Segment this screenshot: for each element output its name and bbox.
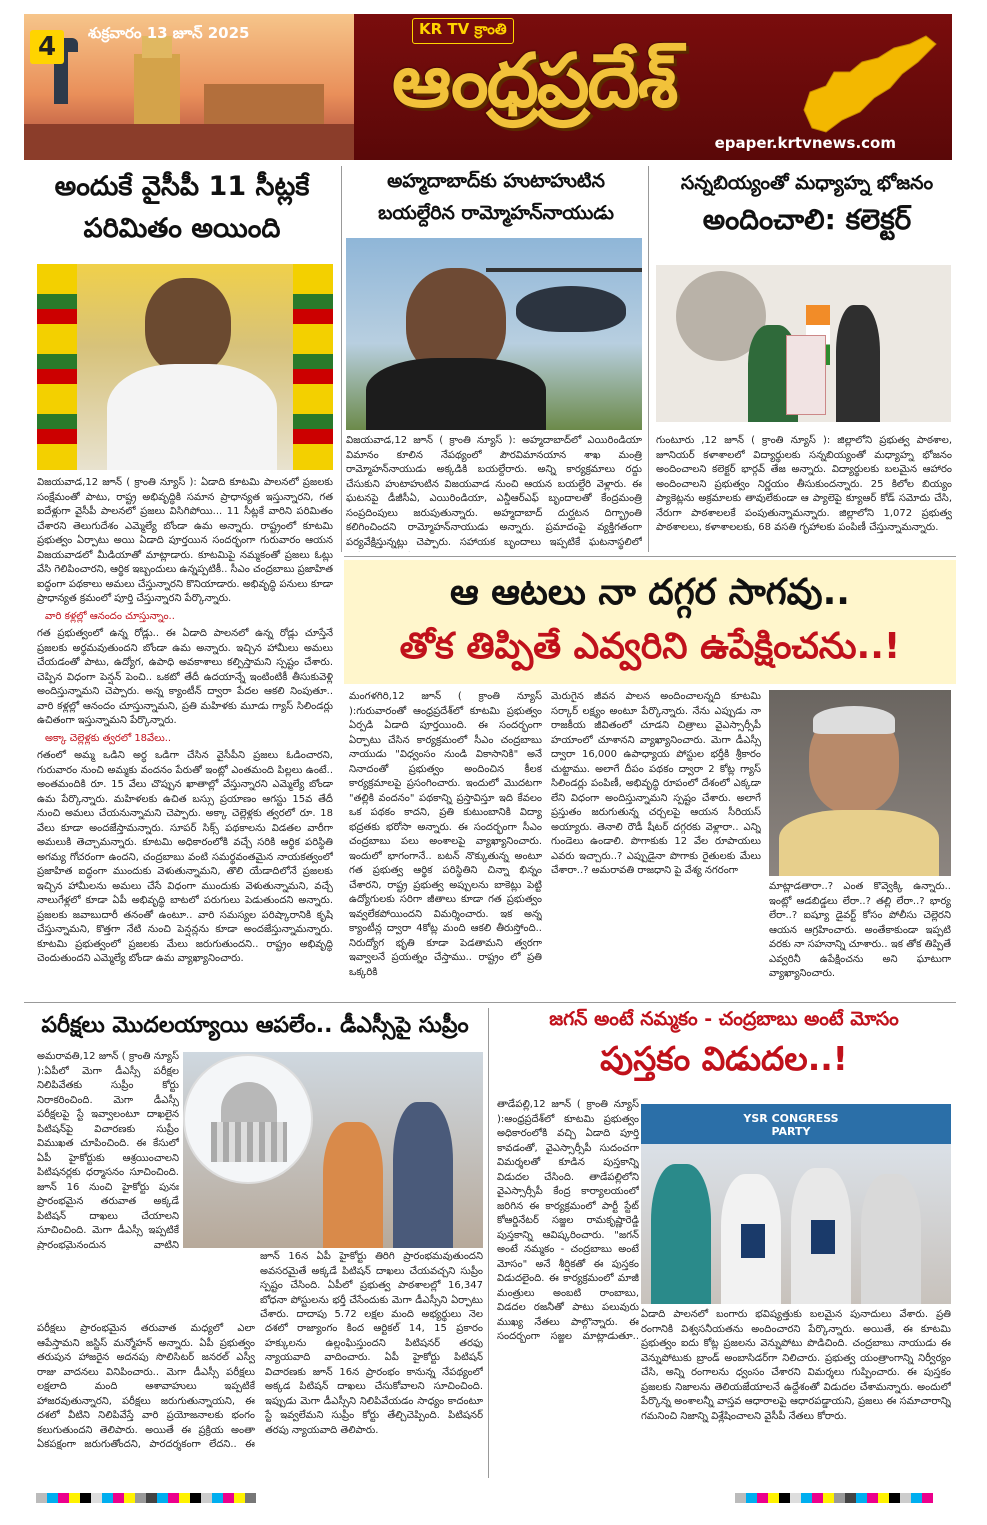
story1-para1: విజయవాడ,12 జూన్ ( క్రాంతి న్యూస్ ): ఏడాది కూటమి పాలనలో ప్రజలకు సంక్షేమంతో పాటు, రాష్ట్ర అభివృద్ధికి సమాన ప్రాధాన్యత ఇస్తున్నారని, గత ఐదేళ్లుగా వైసీపీ పాలనలో ప్రజలు విసిగిపోయి... 11 సీట్లకే వారిని పరిమితం చేశారని తెలుగుదేశం ఎమ్మెల్యే బోండా ఉమ అన్నారు. రాష్ట్రంలో కూటమి ప్రభుత్వం ఏర్పాటు అయి ఏడాది పూర్తయిన సందర్భంగా గురువారం ఆయన విజయవాడలో మీడియాతో మాట్లాడారు. కూటమిపై నమ్మకంతో ప్రజలు ఓట్లు వేసి గెలిపించారని, ఆర్థిక ఇబ్బందులు ఉన్నప్పటికీ.. సీఎం చంద్రబాబు ప్రజాహిత ఐద్ధంగా పథకాలు అమలు చేస్తున్నారని కొనియాడారు. అభివృద్ధి పనులు కూడా ప్రాధాన్యత క్రమంలో పూర్తి చేస్తున్నారని పేర్కొన్నారు.: [37, 477, 333, 604]
masthead: [24, 14, 952, 160]
brand-logo: KR TV క్రాంతి: [412, 18, 514, 44]
column-rule: [341, 166, 342, 552]
story5-body-bottom: పరీక్షలు ప్రారంభమైన తరువాత మధ్యలో ఎలా ఆపేస్తామని జస్టిస్ మన్మోహన్ అన్నారు. ఏపీ ప్రభుత్వం తరుపున హాజరైన అదనపు సొలిసిటర్ జనరల్ ఎస్వీ రాజు వాదనలు వినిపించారు.. మెగా డీఎస్సీ పరీక్షలు లక్షలాది మంది ఆశావాహులు ఇప్పటికే హాజరవుతున్నారని, పరీక్షలు జరుగుతున్నాయని, ఈ దశలో వీటిని నిలిపివేస్తే వారి ప్రయోజనాలకు భంగం కలుగుతుందని తెలిపారు. అయితే ఈ ప్రక్రియ అంతా ఏకపక్షంగా జరుగుతోందని, పారదర్శకంగా లేదని.. ఈ దశలో రాజ్యాంగం కింద ఆర్టికల్ 14, 15 ప్రకారం హక్కులను ఉల్లంఘిస్తుందని పిటిషనర్ తరఫు న్యాయవాది వాదించారు. ఏపీ హైకోర్టు పిటిషన్ విచారణకు జూన్ 16న ప్రారంభం కానున్న నేపథ్యంలో అక్కడ పిటిషన్ దాఖలు చేసుకోవాలని సూచించింది. ఇప్పుడు మెగా డీఎస్సీని నిలిపివేయడం సాధ్యం కాదంటూ స్టే ఇవ్వలేమని సుప్రీం కోర్టు తేల్చిచెప్పింది. పిటిషనర్ తరపు న్యాయవాది తెలిపారు.: [37, 1323, 483, 1450]
story4-body-cont: మాట్లాడతారా..? ఎంత కొవ్వెక్కి ఉన్నారు.. ఇంట్లో ఆడబిడ్డలు లేరా..? తల్లి లేరా..? భార్య లేరా..? ఐష్యూ డైవర్ట్ కోసం పోలీసు చెల్లెరని ఆయన ఆగ్రహించారు. అంతేకాకుండా ఇప్పటి వరకు నా సహనాన్ని చూశారు.. ఇక తోక తిప్పితే ఎవ్వరినీ ఉపేక్షించను అని ఘాటుగా వ్యాఖ్యానించారు.: [769, 881, 951, 979]
story6-body-col1: తాడేపల్లి,12 జూన్ ( క్రాంతి న్యూస్ ):ఆంధ్రప్రదేశ్‌లో కూటమి ప్రభుత్వం అధికారంలోకి వచ్చి ఏడాది పూర్తి కావడంతో, వైఎస్సార్సీపీ సుదంచగా విమర్శలతో కూడిన పుస్తకాన్ని విడుదల చేసింది. తాడేపల్లిలోని వైఎస్సార్సీపీ కేంద్ర కార్యాలయంలో జరిగిన ఈ కార్యక్రమంలో పార్టీ స్టేట్ కోఆర్డినేటర్ సజ్జల రామకృష్ణారెడ్డి పుస్తకాన్ని ఆవిష్కరించారు. "జగన్ అంటే నమ్మకం - చంద్రబాబు అంటే మోసం" అనే శీర్షికతో ఈ పుస్తకం విడుదలైంది. ఈ కార్యక్రమంలో మాజీ మంత్రులు అంబటి రాంబాబు, విడదల రజనీతో పాటు పలువురు ముఖ్య నేతలు పాల్గొన్నారు. ఈ సందర్భంగా సజ్జల మాట్లాడుతూ..: [497, 1099, 639, 1342]
story2-headline: [346, 170, 646, 226]
story4-body-col2: మెరుగైన జీవన పాలన అందించాలన్నది కూటమి సర్కార్ లక్ష్యం అంటూ పేర్కొన్నారు. నేను ఎప్పుడు నా రాజకీయ జీవితంలో చూడని చిత్రాలు వైఎస్సార్సీపీ హయాంలో చూశానని వ్యాఖ్యానించారు. మెగా డీఎస్సీ ద్వారా 16,000 ఉపాధ్యాయ పోస్టుల భర్తీకి శ్రీకారం చుట్టాము. అలాగే దీపం పథకం ద్వారా 2 కోట్ల గ్యాస్ సిలిండర్లు పంపిణీ, అభివృద్ధి రూపంలో దేశంలో ఎక్కడా లేని విధంగా అందిస్తున్నామని స్పష్టం చేశారు. అలాగే ప్రస్తుతం జరుగుతున్న చర్చలపై ఆయన సీరియస్ అయ్యారు. తెనాలి రౌడీ షీటర్ దగ్గరకు వెళ్లారా.. ఎన్ని గుండెలు ఉండాలి. పొగాకుకు 12 వేల రూపాయలు ఎవరు ఇచ్చారు..? ఎప్పుడైనా పొగాకు రైతులకు మేలు చేశారా..? అమరావతి రాజధాని పై వేశ్య నగరంగా: [551, 691, 761, 876]
story6-headline: పుస్తకం విడుదల..!: [600, 1039, 848, 1078]
andhra-map-icon: [798, 32, 938, 136]
page-number: 4: [30, 30, 64, 64]
ysrcp-banner-text: YSR CONGRESS PARTY: [743, 1112, 839, 1138]
story2-headline-line2: బయల్దేరిన రామ్మోహన్‌నాయుడు: [378, 201, 614, 224]
story1-subhead2: అక్కా చెల్లెళ్లకు త్వరలో 18వేలు..: [45, 732, 172, 744]
story3-body: గుంటూరు ,12 జూన్ ( క్రాంతి న్యూస్ ): జిల్లాలోని ప్రభుత్వ పాఠశాల, జూనియర్ కళాశాలలో విద్యార్థులకు సన్నబియ్యంతో మధ్యాహ్న భోజనం అందించాలని కలెక్టర్ భార్గవ్ తేజ అన్నారు. విద్యార్థులకు బలమైన ఆహారం అందించాలని ప్రభుత్వం నిర్ణయం తీసుకుందన్నారు. 25 కిలోల బియ్యం ప్యాకెట్లను అక్రమాలకు తావులేకుండా ఆ ప్యాలెపై క్యూఆర్ కోడ్‌ సమోదు చేసి, నేరుగా పాఠశాలలకే పంపుతున్నామన్నారు. జిల్లాలోని 1,072 ప్రభుత్వ పాఠశాలలు, కళాశాలలకు, 68 వసతి గృహాలకు పంపిణీ చేస్తున్నామన్నారు.: [656, 435, 952, 533]
story6-kicker: జగన్ అంటే నమ్మకం - చంద్రబాబు అంటే మోసం: [549, 1008, 899, 1030]
story1-body: [37, 476, 333, 996]
story4-headline-line1: ఆ ఆటలు నా దగ్గర సాగవు..: [450, 572, 850, 613]
story1-para2: గత ప్రభుత్వంలో ఉన్న రోడ్లు.. ఈ ఏడాది పాలనలో ఉన్న రోడ్లు చూస్తేనే ప్రజలకు అర్థమవుతుందని బోండా ఉమ అన్నారు. ఇచ్చిన హామీలు అమలు చేయడంతో పాటు, ఉద్యోగ, ఉపాధి అవకాశాలు కల్పిస్తామని స్పష్టం చేశారు. చెప్పిన విధంగా పెన్షన్ పెంచి.. ఒకటో తేదీ ఉదయాన్నే ఇంటింటికీ తీసుకువెళ్లి అందిస్తున్నామని చెప్పారు. అన్న క్యాంటీన్ ద్వారా పేదల ఆకలి నింపుతూ.. వారి కళ్లల్లో ఆనందం చూస్తున్నామని, ప్రతి మహిళకు మూడు గ్యాస్ సిలిండర్లు ఉచితంగా ఇస్తున్నామని పేర్కొన్నారు.: [37, 628, 333, 726]
story5-headline: పరీక్షలు మొదలయ్యాయి ఆపలేం.. డీఎస్సీపై సుప్రీం: [41, 1013, 469, 1038]
story5-body-col1: అమరావతి,12 జూన్ ( క్రాంతి న్యూస్ ):ఏపీలో మెగా డీఎస్సీ పరీక్షల నిలిపివేతకు సుప్రీం కోర్టు నిరాకరించింది. మెగా డీఎస్సీ పరీక్షలపై స్టే ఇవ్వాలంటూ దాఖలైన పిటిషన్‌పై విచారణకు సుప్రీం విముఖత చూపించింది. ఈ కేసులో ఏపీ హైకోర్టుకు ఆశ్రయించాలని పిటిషనర్లకు ధర్మాసనం సూచించింది. జూన్ 16 నుంచి హైకోర్టు పునః ప్రారంభమైన తరువాత అక్కడే పిటిషన్ దాఖలు చేయాలని సూచించింది. మెగా డీఎస్సీ ఇప్పటికే ప్రారంభమైనందున వాటిని: [37, 1051, 179, 1250]
column-rule: [488, 1008, 489, 1478]
story1-para3: గతంలో అమ్మ ఒడిని అర్ధ ఒడిగా చేసిన వైసీపీని ప్రజలు ఓడించారని, గురువారం నుంచి అమ్మకు వందనం పేరుతో ఇంట్లో ఎంతమంది పిల్లలు ఉంటే.. అంతమందికి రూ. 15 వేలు చొప్పున ఖాతాల్లో వేస్తున్నారని ఎమ్మెల్యే బోండా ఉమ పేర్కొన్నారు. మహిళలకు ఉచిత బస్సు ప్రయాణం ఆగస్టు 15వ తేదీ నుంచి అమలు చేయనున్నామని చెప్పారు. అక్కా చెల్లెళ్లకు త్వరలో రూ. 18 వేలు కూడా అందజేస్తామన్నారు. సూపర్ సిక్స్ పథకాలను విడతల వారీగా అమలుకి తెచ్చామన్నారు. కూటమి అధికారంలోకి వచ్చే సరికి ఆర్థిక పరిస్థితి అగమ్య గోచరంగా ఉందని, చంద్రబాబు వంటి సమర్థవంతమైన నాయకత్వంలో ప్రజాహిత ఐద్ధంగా ముందుకు వెళుతున్నామని, తొలి యేడాదిలోనే ప్రజలకు ఇచ్చిన హామీలను అమలు చేసే విధంగా ముందుకు వెళుతున్నామని, వచ్చే నాలుగేళ్లలో కూడా ఏపీ అభివృద్ధి బాటలో పరుగులు పెడుతుందని అన్నారు. ప్రజలకు జవాబుదారీ తనంతో ఉంటూ.. వారి సమస్యల పరిష్కారానికి కృషి చేస్తున్నామని, కొత్తగా నేటి నుంచి పెన్షన్లను కూడా అందజేస్తున్నామన్నారు. కూటమి ప్రభుత్వంలో ప్రజలకు మేలు జరుగుతుందని.. రాష్ట్రం అభివృద్ధి చెందుతుందని ఎమ్మెల్యే బోండా ఉమ వ్యాఖ్యానించారు.: [37, 750, 333, 964]
story4-headline-line2: తోక తిప్పితే ఎవ్వరిని ఉపేక్షించను..!: [399, 626, 901, 667]
story6-body-col2: ఏడాది పాలనలో బంగారు భవిష్యత్తుకు బలమైన పునాదులు వేశారు. ప్రతి రంగానికి విశ్వసనీయతను అందించారని పేర్కొన్నారు. అయితే, ఈ కూటమి ప్రభుత్వం ఐదు కోట్ల ప్రజలను వెన్నుపోటు పొడిచింది. చంద్రబాబు నాయుడు ఈ వెన్నుపోటుకు బ్రాండ్ అంబాసిడర్‌గా నిలిచారు. ప్రభుత్వ యంత్రాంగాన్ని నిర్వీర్యం చేసి, అన్ని రంగాలను ధ్వంసం చేశారని విమర్శలు గుప్పించారు. ఈ పుస్తకం ప్రజలకు నిజాలను తెలియజేయాలనే ఉద్దేశంతో విడుదల చేశామన్నారు. అందులో పేర్కొన్న అంశాలన్నీ వాస్తవ ఆధారాలపై ఆధారపడ్డాయని, ప్రజలు ఈ సమాచారాన్ని గమనించి నిజాన్ని విశ్లేషించాలని వైసీపీ నేతలు కోరారు.: [641, 1309, 951, 1422]
section-rule: [344, 556, 956, 557]
story2-photo: [346, 238, 642, 430]
section-rule: [24, 1002, 956, 1003]
column-rule: [648, 166, 649, 552]
story1-photo: [37, 264, 333, 470]
story5-body-col2: జూన్ 16న ఏపీ హైకోర్టు తిరిగి ప్రారంభమవుతుందని అవసరమైతే అక్కడే పిటిషన్ దాఖలు చేయవచ్చని సుప్రీం స్పష్టం చేసింది. ఏపీలో ప్రభుత్వ పాఠశాలల్లో 16,347 బోధనా పోస్టులను భర్తీ చేసేందుకు మెగా డీఎస్సీని ఏర్పాటు చేశారు. దాదాపు 5.72 లక్షల మంది అభ్యర్థులు నెల: [260, 1251, 483, 1320]
story1-headline-line1: అందుకే వైసీపీ 11 సీట్లకే: [54, 171, 310, 202]
story2-headline-line1: అహ్మదాబాద్‌కు హుటాహుటిన: [387, 170, 605, 192]
paper-title: ఆంధ్రప్రదేశ్: [392, 38, 677, 124]
story3-photo: [656, 265, 951, 422]
story1-headline: [26, 170, 338, 246]
issue-date: శుక్రవారం 13 జూన్ 2025: [88, 24, 250, 42]
print-color-bar-left: [36, 1493, 256, 1503]
story1-headline-line2: పరిమితం అయింది: [83, 212, 281, 244]
story3-headline-line2: అందించాలి: కలెక్టర్: [702, 202, 912, 236]
story3-headline: [651, 172, 963, 237]
story6-body-col1-spacer: [497, 1343, 639, 1478]
story4-headline-banner: [344, 560, 956, 684]
story2-body: విజయవాడ,12 జూన్ ( క్రాంతి న్యూస్ ): అహ్మదాబాద్‌లో ఎయిరిండియా విమానం కూలిన నేపథ్యంలో పౌరవిమానయాన శాఖ మంత్రి రామ్మోహన్‌నాయుడు అక్కడికి బయల్దేరారు. అన్ని కార్యక్రమాలు రద్దు చేసుకుని హుటాహుటిన విజయవాడ నుంచి ఆయన బయల్దేరి వెళ్లారు. ఈ ఘటనపై డీజీసీఏ, ఎయిరిండియా, ఎన్డీఆర్ఎఫ్ బృందాలతో కేంద్రమంత్రి సంప్రదింపులు జరుపుతున్నారు. అహ్మదాబాద్ దుర్ఘటన దిగ్భ్రాంతి కలిగించిందని రామ్మోహన్‌నాయుడు అన్నారు. ప్రమాదంపై వ్యక్తిగతంగా పర్యవేక్షిస్తున్నట్లు చెప్పారు. సహాయక బృందాలు ఇప్పటికే ఘటనాస్థలిలో: [346, 435, 642, 548]
story1-subhead1: వారి కళ్లల్లో ఆనందం చూస్తున్నాం..: [45, 610, 175, 622]
story6-photo: [641, 1104, 951, 1304]
epaper-url[interactable]: epaper.krtvnews.com: [714, 134, 896, 152]
print-color-bar-right: [735, 1493, 933, 1503]
story3-headline-line1: సన్నబియ్యంతో మధ్యాహ్న భోజనం: [680, 172, 934, 194]
story5-photo: [183, 1052, 483, 1248]
story4-body-col1: మంగళగిరి,12 జూన్ ( క్రాంతి న్యూస్ ):గురువారంతో ఆంధ్రప్రదేశ్‌లో కూటమి ప్రభుత్వం ఏర్పడి ఏడాది పూర్తయింది. ఈ సందర్భంగా ఏర్పాటు చేసిన కార్యక్రమంలో సీఎం చంద్రబాబు నాయుడు "విధ్వంసం నుండి వికాసానికి" అనే నినాదంతో ప్రభుత్వం అందించిన కీలక కార్యక్రమాలపై ప్రసంగించారు. ఇందులో మొదటగా "తల్లికి వందనం" పథకాన్ని ప్రస్తావిస్తూ ఇది కేవలం ఒక పథకం కాదని, ప్రతి కుటుంబానికి విద్యా భద్రతకు భరోసా అన్నారు. ఈ సందర్భంగా సీఎం చంద్రబాబు పలు అంశాలపై వ్యాఖ్యానించారు. ఇందులో భాగంగానే.. బటన్ నొక్కుతున్న అంటూ గత ప్రభుత్వ ఆర్థిక పరిస్థితిని చిన్నా భిన్నం చేశారని, రాష్ట్ర ప్రభుత్వ అప్పులను బాకెట్లు పెట్టి ఉద్యోగులకు సరిగా జీతాలు కూడా గత ప్రభుత్వం ఇవ్వలేకపోయిందని విమర్శించారు. ఇక అన్న క్యాంటీన్ల ద్వారా 4కోట్ల మంది ఆకలి తీరుస్తోంది.. నిరుద్యోగ భృతి కూడా పెడతామని త్వరగా ఇవ్వాలనే ప్రయత్నం చేస్తాము.. రాష్ట్రం లో ప్రతి ఒక్కరికి: [349, 691, 542, 978]
story4-photo: [769, 690, 951, 876]
